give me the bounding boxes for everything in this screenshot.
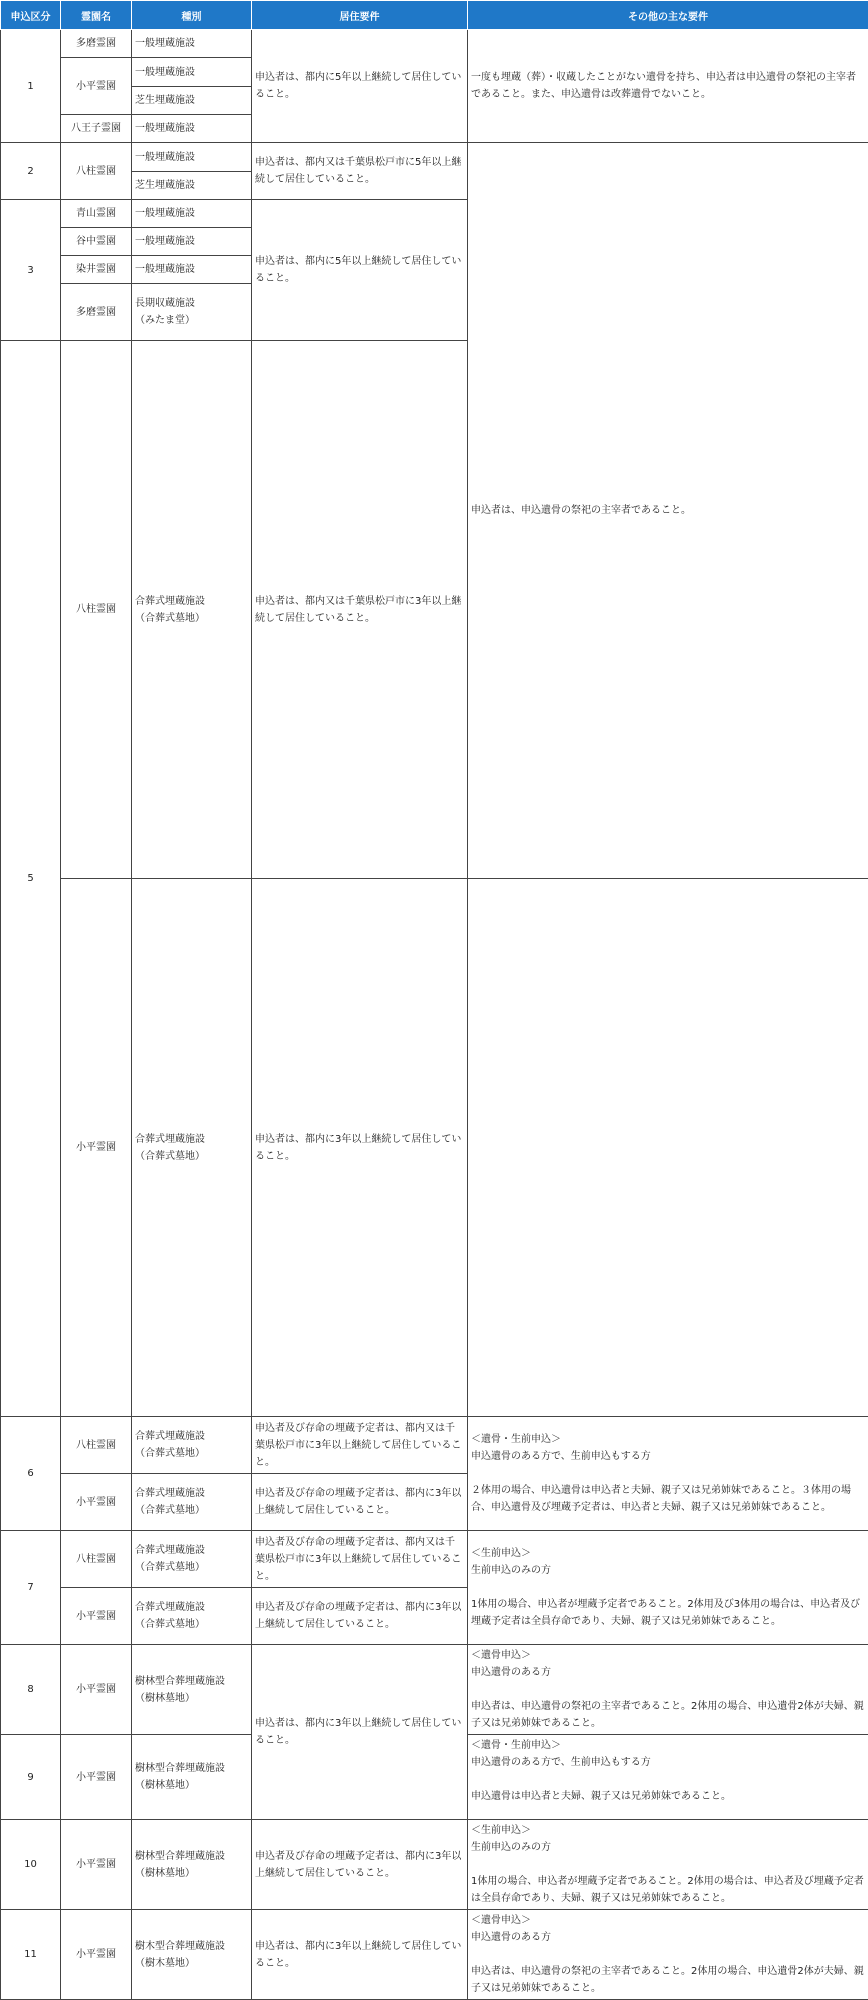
residence-requirement: 申込者及び存命の埋蔵予定者は、都内又は千葉県松戸市に3年以上継続して居住していること。	[252, 1531, 468, 1588]
other-requirement	[468, 1820, 868, 1910]
facility-type: 一般埋蔵施設	[132, 143, 252, 172]
table-row	[1, 1531, 868, 1588]
facility-type	[132, 1588, 252, 1645]
application-type-heading: ＜遺骨・生前申込＞	[471, 1431, 865, 1448]
requirement-detail: 1体用の場合、申込者が埋蔵予定者であること。2体用の場合は、申込者及び埋蔵予定者は全員存命であり、夫婦、親子又は兄弟姉妹であること。	[471, 1873, 865, 1907]
park-name: 小平霊園	[61, 58, 132, 115]
other-requirement	[468, 1735, 868, 1820]
park-name: 八柱霊園	[61, 1531, 132, 1588]
park-name: 青山霊園	[61, 200, 132, 228]
facility-type: 一般埋蔵施設	[132, 228, 252, 256]
facility-type-line: 長期収蔵施設	[135, 295, 248, 312]
park-name: 染井霊園	[61, 256, 132, 284]
header-type: 種別	[132, 1, 252, 30]
facility-type	[132, 1735, 252, 1820]
facility-type: 一般埋蔵施設	[132, 30, 252, 58]
table-row	[1, 143, 868, 172]
park-name: 小平霊園	[61, 879, 132, 1417]
application-target: 申込遺骨のある方で、生前申込もする方	[471, 1754, 865, 1771]
park-name: 小平霊園	[61, 1820, 132, 1910]
requirement-detail: ２体用の場合、申込遺骨は申込者と夫婦、親子又は兄弟姉妹であること。３体用の場合、申込遺骨及び埋蔵予定者は、申込者と夫婦、親子又は兄弟姉妹であること。	[471, 1482, 865, 1516]
facility-subtype: （合葬式墓地）	[135, 610, 248, 627]
facility-type-line: 樹林型合葬埋蔵施設	[135, 1673, 248, 1690]
other-requirement	[468, 1645, 868, 1735]
park-name: 小平霊園	[61, 1645, 132, 1735]
residence-requirement: 申込者及び存命の埋蔵予定者は、都内に3年以上継続して居住していること。	[252, 1474, 468, 1531]
residence-requirement: 申込者は、都内に3年以上継続して居住していること。	[252, 1645, 468, 1820]
table-header-row	[1, 1, 868, 30]
facility-type	[132, 1645, 252, 1735]
facility-type: 一般埋蔵施設	[132, 200, 252, 228]
residence-requirement: 申込者は、都内又は千葉県松戸市に5年以上継続して居住していること。	[252, 143, 468, 200]
other-requirement	[468, 1910, 868, 2000]
application-type-heading: ＜遺骨申込＞	[471, 1912, 865, 1929]
facility-type: 一般埋蔵施設	[132, 256, 252, 284]
category-number: 6	[1, 1417, 61, 1531]
facility-subtype: （樹林墓地）	[135, 1777, 248, 1794]
other-requirement	[468, 1417, 868, 1531]
residence-requirement: 申込者及び存命の埋蔵予定者は、都内に3年以上継続して居住していること。	[252, 1588, 468, 1645]
header-residence: 居住要件	[252, 1, 468, 30]
category-number: 5	[1, 341, 61, 1417]
facility-type	[132, 1820, 252, 1910]
facility-subtype: （合葬式墓地）	[135, 1616, 248, 1633]
facility-type: 芝生埋蔵施設	[132, 172, 252, 200]
facility-subtype: （合葬式墓地）	[135, 1559, 248, 1576]
park-name: 八王子霊園	[61, 115, 132, 143]
facility-type-line: 樹林型合葬埋蔵施設	[135, 1760, 248, 1777]
table-row	[1, 30, 868, 58]
header-other-requirements: その他の主な要件	[468, 1, 868, 30]
facility-type: 一般埋蔵施設	[132, 115, 252, 143]
table-row	[1, 1645, 868, 1735]
other-requirement	[468, 1531, 868, 1645]
category-number: 2	[1, 143, 61, 200]
residence-requirement: 申込者及び存命の埋蔵予定者は、都内又は千葉県松戸市に3年以上継続して居住していること。	[252, 1417, 468, 1474]
park-name: 八柱霊園	[61, 341, 132, 879]
category-number: 9	[1, 1735, 61, 1820]
facility-type	[132, 341, 252, 879]
facility-type	[132, 1531, 252, 1588]
application-target: 生前申込のみの方	[471, 1839, 865, 1856]
application-type-heading: ＜遺骨・生前申込＞	[471, 1737, 865, 1754]
facility-type	[132, 1474, 252, 1531]
residence-requirement: 申込者は、都内に3年以上継続して居住していること。	[252, 879, 468, 1417]
category-number: 11	[1, 1910, 61, 2000]
facility-subtype: （樹林墓地）	[135, 1690, 248, 1707]
residence-requirement: 申込者は、都内に5年以上継続して居住していること。	[252, 30, 468, 143]
facility-type: 一般埋蔵施設	[132, 58, 252, 87]
facility-type-line: 合葬式埋蔵施設	[135, 1428, 248, 1445]
park-name: 多磨霊園	[61, 30, 132, 58]
facility-type	[132, 1417, 252, 1474]
facility-type-line: 樹木型合葬埋蔵施設	[135, 1938, 248, 1955]
table-row	[1, 1910, 868, 2000]
residence-requirement: 申込者は、都内に5年以上継続して居住していること。	[252, 200, 468, 341]
park-name: 谷中霊園	[61, 228, 132, 256]
application-target: 申込遺骨のある方で、生前申込もする方	[471, 1448, 865, 1465]
category-number: 3	[1, 200, 61, 341]
facility-subtype: （合葬式墓地）	[135, 1502, 248, 1519]
residence-requirement: 申込者は、都内に3年以上継続して居住していること。	[252, 1910, 468, 2000]
facility-type-line: 合葬式埋蔵施設	[135, 1131, 248, 1148]
other-requirement: 申込者は、申込遺骨の祭祀の主宰者であること。	[468, 143, 868, 879]
application-type-heading: ＜遺骨申込＞	[471, 1647, 865, 1664]
other-requirement: 一度も埋蔵（葬）・収蔵したことがない遺骨を持ち、申込者は申込遺骨の祭祀の主宰者であること。また、申込遺骨は改葬遺骨でないこと。	[468, 30, 868, 143]
facility-type-line: 合葬式埋蔵施設	[135, 1485, 248, 1502]
table-row	[1, 1417, 868, 1474]
requirement-detail: 申込遺骨は申込者と夫婦、親子又は兄弟姉妹であること。	[471, 1788, 865, 1805]
residence-requirement: 申込者及び存命の埋蔵予定者は、都内に3年以上継続して居住していること。	[252, 1820, 468, 1910]
application-type-heading: ＜生前申込＞	[471, 1545, 865, 1562]
park-name: 小平霊園	[61, 1735, 132, 1820]
requirement-detail: 1体用の場合、申込者が埋蔵予定者であること。2体用及び3体用の場合は、申込者及び埋蔵予定者は全員存命であり、夫婦、親子又は兄弟姉妹であること。	[471, 1596, 865, 1630]
application-target: 申込遺骨のある方	[471, 1664, 865, 1681]
park-name: 小平霊園	[61, 1474, 132, 1531]
header-park-name: 霊園名	[61, 1, 132, 30]
facility-subtype: （樹林墓地）	[135, 1865, 248, 1882]
park-name: 小平霊園	[61, 1910, 132, 2000]
park-name: 八柱霊園	[61, 143, 132, 200]
requirement-detail: 申込者は、申込遺骨の祭祀の主宰者であること。2体用の場合、申込遺骨2体が夫婦、親子又は兄弟姉妹であること。	[471, 1698, 865, 1732]
application-type-heading: ＜生前申込＞	[471, 1822, 865, 1839]
facility-type: 芝生埋蔵施設	[132, 87, 252, 115]
facility-type-line: 合葬式埋蔵施設	[135, 593, 248, 610]
residence-requirement: 申込者は、都内又は千葉県松戸市に3年以上継続して居住していること。	[252, 341, 468, 879]
application-target: 申込遺骨のある方	[471, 1929, 865, 1946]
facility-subtype: （合葬式墓地）	[135, 1148, 248, 1165]
requirement-detail: 申込者は、申込遺骨の祭祀の主宰者であること。2体用の場合、申込遺骨2体が夫婦、親子又は兄弟姉妹であること。	[471, 1963, 865, 1997]
park-name: 八柱霊園	[61, 1417, 132, 1474]
facility-type	[132, 284, 252, 341]
facility-subtype: （みたま堂）	[135, 312, 248, 329]
facility-type-line: 樹林型合葬埋蔵施設	[135, 1848, 248, 1865]
category-number: 8	[1, 1645, 61, 1735]
facility-type	[132, 879, 252, 1417]
facility-subtype: （合葬式墓地）	[135, 1445, 248, 1462]
category-number: 10	[1, 1820, 61, 1910]
table-row	[1, 879, 868, 1417]
facility-type-line: 合葬式埋蔵施設	[135, 1542, 248, 1559]
category-number: 1	[1, 30, 61, 143]
table-row	[1, 1820, 868, 1910]
park-name: 小平霊園	[61, 1588, 132, 1645]
facility-subtype: （樹木墓地）	[135, 1955, 248, 1972]
category-number: 7	[1, 1531, 61, 1645]
facility-type-line: 合葬式埋蔵施設	[135, 1599, 248, 1616]
application-target: 生前申込のみの方	[471, 1562, 865, 1579]
facility-type	[132, 1910, 252, 2000]
header-category: 申込区分	[1, 1, 61, 30]
park-name: 多磨霊園	[61, 284, 132, 341]
